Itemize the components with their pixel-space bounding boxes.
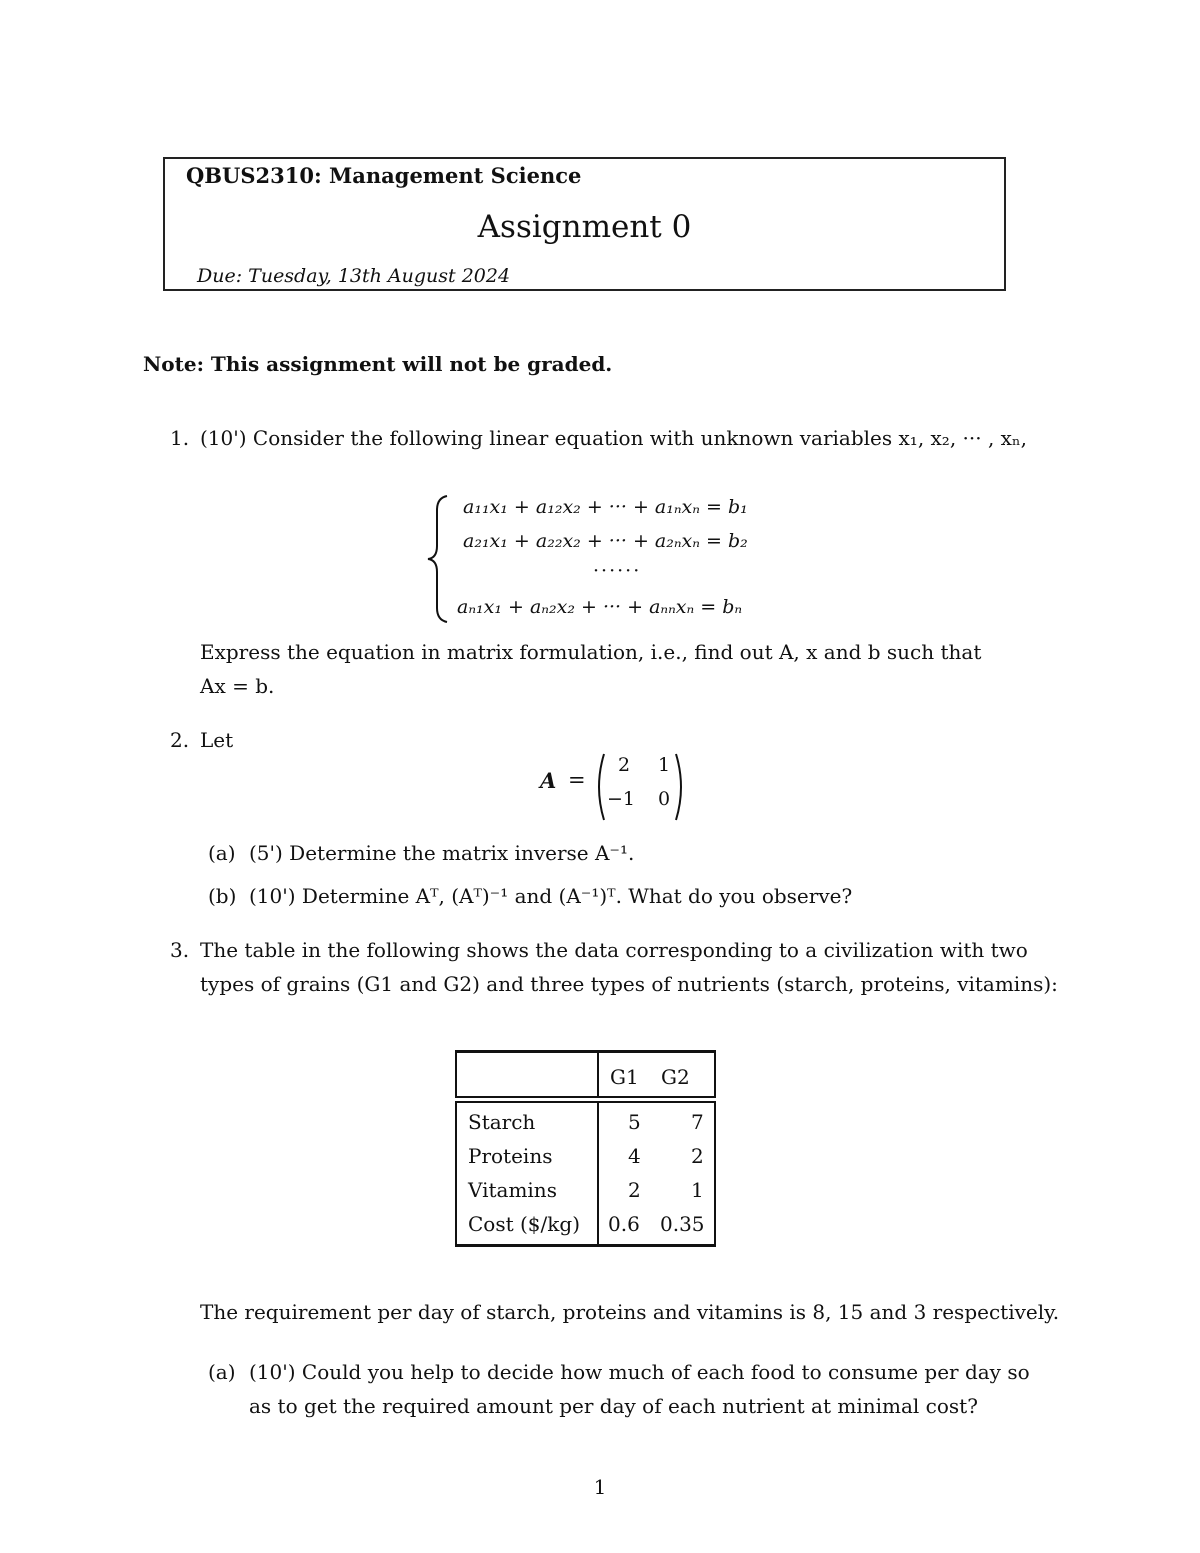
matrix-a (540, 752, 700, 822)
table-border-left (455, 1102, 457, 1244)
table-cell: 7 (691, 1110, 704, 1134)
header-box (163, 157, 1006, 291)
q2a-text: (5') Determine the matrix inverse A⁻¹. (249, 841, 635, 865)
assignment-title: Assignment 0 (477, 209, 692, 245)
matrix-cell: 0 (658, 788, 671, 810)
q2a-label: (a) (208, 841, 236, 865)
q2b-text: (10') Determine Aᵀ, (Aᵀ)⁻¹ and (A⁻¹)ᵀ. What do you observe? (249, 884, 853, 908)
equation-system (425, 494, 845, 624)
table-column-divider (597, 1102, 599, 1244)
nutrient-table (455, 1050, 716, 1247)
q3-line-1: The table in the following shows the data corresponding to a civilization with two (200, 938, 1028, 962)
table-row-label: Vitamins (468, 1178, 557, 1202)
q1-number: 1. (170, 426, 190, 450)
matrix-cell: 2 (618, 754, 631, 776)
table-border-right (714, 1053, 716, 1096)
note: Note: This assignment will not be graded. (143, 352, 613, 376)
course-title: QBUS2310: Management Science (186, 163, 582, 188)
table-row-label: Cost ($/kg) (468, 1212, 580, 1236)
matrix-cell: −1 (607, 788, 636, 810)
table-cell: 1 (691, 1178, 704, 1202)
q1-express-line-1: Express the equation in matrix formulation, i.e., find out A, x and b such that (200, 640, 982, 664)
left-paren-icon (592, 752, 606, 822)
q3a-line-2: as to get the required amount per day of each nutrient at minimal cost? (249, 1394, 978, 1418)
table-top-rule (455, 1050, 716, 1053)
equation-ellipsis: ······ (593, 560, 642, 582)
q1-express-line-2: Ax = b. (200, 674, 275, 698)
q3a-line-1: (10') Could you help to decide how much of each food to consume per day so (249, 1360, 1030, 1384)
equation-row-2: a₂₁x₁ + a₂₂x₂ + ··· + a₂ₙxₙ = b₂ (463, 530, 748, 552)
q3a-label: (a) (208, 1360, 236, 1384)
equation-row-1: a₁₁x₁ + a₁₂x₂ + ··· + a₁ₙxₙ = b₁ (463, 496, 748, 518)
table-cell: 0.6 (608, 1212, 640, 1236)
q3-requirement: The requirement per day of starch, proteins and vitamins is 8, 15 and 3 respectively. (200, 1300, 1060, 1324)
q2b-label: (b) (208, 884, 237, 908)
table-cell: 2 (628, 1178, 641, 1202)
table-cell: 0.35 (660, 1212, 705, 1236)
table-cell: 4 (628, 1144, 641, 1168)
matrix-cell: 1 (658, 754, 671, 776)
table-cell: 2 (691, 1144, 704, 1168)
right-paren-icon (674, 752, 688, 822)
due-date: Due: Tuesday, 13th August 2024 (197, 265, 511, 287)
page-number: 1 (593, 1475, 607, 1499)
table-header-rule-1 (455, 1096, 716, 1098)
q3-number: 3. (170, 938, 190, 962)
table-row-label: Proteins (468, 1144, 553, 1168)
table-header-g2: G2 (661, 1065, 690, 1089)
q2-let: Let (200, 728, 234, 752)
q2-number: 2. (170, 728, 190, 752)
table-header-g1: G1 (610, 1065, 639, 1089)
left-brace-icon (425, 494, 451, 624)
table-row-label: Starch (468, 1110, 536, 1134)
table-bottom-rule (455, 1244, 716, 1247)
equation-row-n: aₙ₁x₁ + aₙ₂x₂ + ··· + aₙₙxₙ = bₙ (457, 596, 743, 618)
table-cell: 5 (628, 1110, 641, 1134)
table-border-left (455, 1053, 457, 1096)
matrix-label: A (540, 768, 557, 793)
table-column-divider (597, 1053, 599, 1096)
q1-intro: (10') Consider the following linear equation with unknown variables x₁, x₂, ··· , xₙ, (200, 426, 1027, 450)
matrix-equals: = (568, 768, 586, 792)
table-border-right (714, 1102, 716, 1244)
q3-line-2: types of grains (G1 and G2) and three types of nutrients (starch, proteins, vitamins): (200, 972, 1058, 996)
table-header-rule-2 (455, 1101, 716, 1103)
